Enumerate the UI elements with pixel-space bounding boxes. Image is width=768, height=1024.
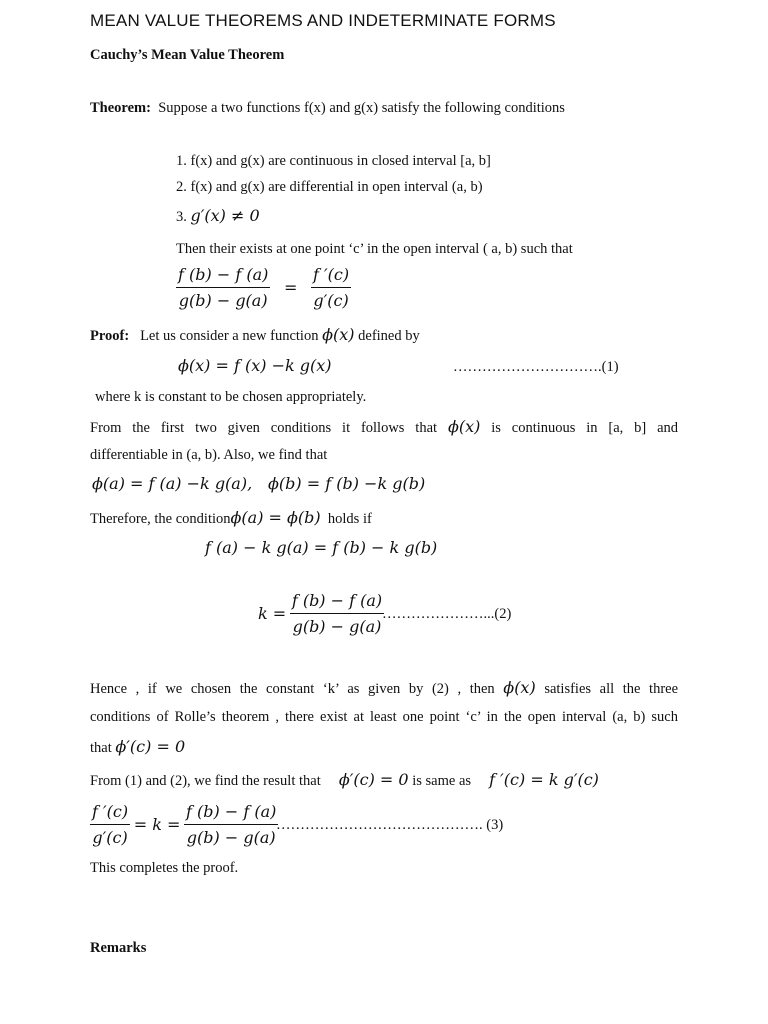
eq3-numerator-1: f ′(c): [90, 802, 130, 825]
theorem-conclusion: Then their exists at one point ‘c’ in the open interval ( a, b) such that: [176, 241, 573, 257]
condition-1: 1. f(x) and g(x) are continuous in closed interval [a, b]: [176, 153, 491, 169]
condition-3-number: 3.: [176, 209, 187, 225]
condition-3-math: g′(x) ≠ 0: [190, 206, 260, 225]
hence-text-b: satisfies all the three: [544, 681, 679, 697]
document-title: MEAN VALUE THEOREMS AND INDETERMINATE FORMS: [90, 11, 556, 30]
from12-math-2: f ′(c) = k g′(c): [489, 770, 599, 789]
equation-3-tag: ……………………………………. (3): [276, 817, 504, 833]
that-line: [90, 737, 185, 757]
eq3-denominator-1: g′(c): [92, 828, 128, 847]
result-numerator-left: f (b) − f (a): [176, 265, 270, 288]
k-numerator: f (b) − f (a): [290, 591, 384, 614]
holds-if-text: holds if: [327, 511, 372, 527]
equation-3: [90, 802, 278, 847]
theorem-statement: [90, 100, 565, 117]
equation-2: [258, 591, 384, 636]
proof-label: Proof:: [90, 328, 130, 344]
from12-text: From (1) and (2), we find the result that: [90, 773, 321, 789]
eq3-fraction-2: [184, 802, 278, 847]
therefore-line: [90, 508, 372, 528]
proof-line1-text-b: is continuous in [a, b] and: [491, 420, 679, 436]
equation-k-condition: f (a) − k g(a) = f (b) − k g(b): [205, 538, 438, 557]
section-heading: Cauchy’s Mean Value Theorem: [90, 47, 285, 63]
proof-paragraph-line-2: differentiable in (a, b). Also, we find that: [90, 447, 328, 463]
from12-math-1: ϕ′(c) = 0: [338, 770, 409, 789]
hence-text-a: Hence , if we chosen the constant ‘k’ as given by (2) , then: [90, 681, 495, 697]
equation-phi-a: ϕ(a) = f (a) −k g(a),: [92, 474, 253, 493]
from-1-and-2-line: [90, 770, 599, 790]
eq3-fraction-1: [90, 802, 130, 847]
proof-intro-math: ϕ(x): [322, 325, 355, 344]
theorem-label: Theorem:: [90, 100, 151, 116]
that-math: ϕ′(c) = 0: [115, 737, 186, 756]
hence-line: [90, 678, 678, 698]
result-equals: =: [283, 278, 298, 297]
eq3-denominator-2: g(b) − g(a): [186, 828, 276, 847]
conditions-line: conditions of Rolle’s theorem , there exist at least one point ‘c’ in the open interval (a, b) such: [90, 709, 678, 725]
result-denominator-right: g′(c): [313, 291, 349, 310]
k-fraction: [290, 591, 384, 636]
eq3-numerator-2: f (b) − f (a): [184, 802, 278, 825]
proof-intro-end: defined by: [358, 328, 420, 344]
equation-1-tag: ………………………….(1): [453, 359, 619, 375]
proof-line1-math: ϕ(x): [447, 417, 481, 436]
result-fraction-right: [311, 265, 351, 310]
proof-intro: [90, 325, 420, 345]
therefore-math: ϕ(a) = ϕ(b): [230, 508, 321, 527]
result-numerator-right: f ′(c): [311, 265, 351, 288]
result-denominator-left: g(b) − g(a): [178, 291, 268, 310]
proof-line1-text-a: From the first two given conditions it follows that: [90, 420, 438, 436]
equation-1: ϕ(x) = f (x) −k g(x): [178, 356, 332, 375]
same-as-text: is same as: [412, 773, 472, 789]
k-denominator: g(b) − g(a): [292, 617, 382, 636]
k-lhs: k =: [258, 604, 287, 623]
equation-phi-b: ϕ(b) = f (b) −k g(b): [268, 474, 426, 493]
theorem-result-equation: [176, 265, 351, 310]
condition-2: 2. f(x) and g(x) are differential in open interval (a, b): [176, 179, 483, 195]
therefore-text: Therefore, the condition: [90, 511, 231, 527]
completes-proof-text: This completes the proof.: [90, 860, 239, 876]
remarks-heading: Remarks: [90, 940, 147, 956]
proof-intro-text: Let us consider a new function: [140, 328, 319, 344]
result-fraction-left: [176, 265, 270, 310]
proof-paragraph-line-1: [90, 417, 678, 437]
condition-3: [176, 206, 260, 226]
theorem-text: Suppose a two functions f(x) and g(x) satisfy the following conditions: [158, 100, 565, 116]
hence-math: ϕ(x): [503, 678, 536, 697]
equation-2-tag: …………………...(2): [382, 606, 512, 622]
where-k-text: where k is constant to be chosen appropriately.: [95, 389, 367, 405]
eq3-middle: = k =: [133, 815, 181, 834]
that-text: that: [90, 740, 112, 756]
